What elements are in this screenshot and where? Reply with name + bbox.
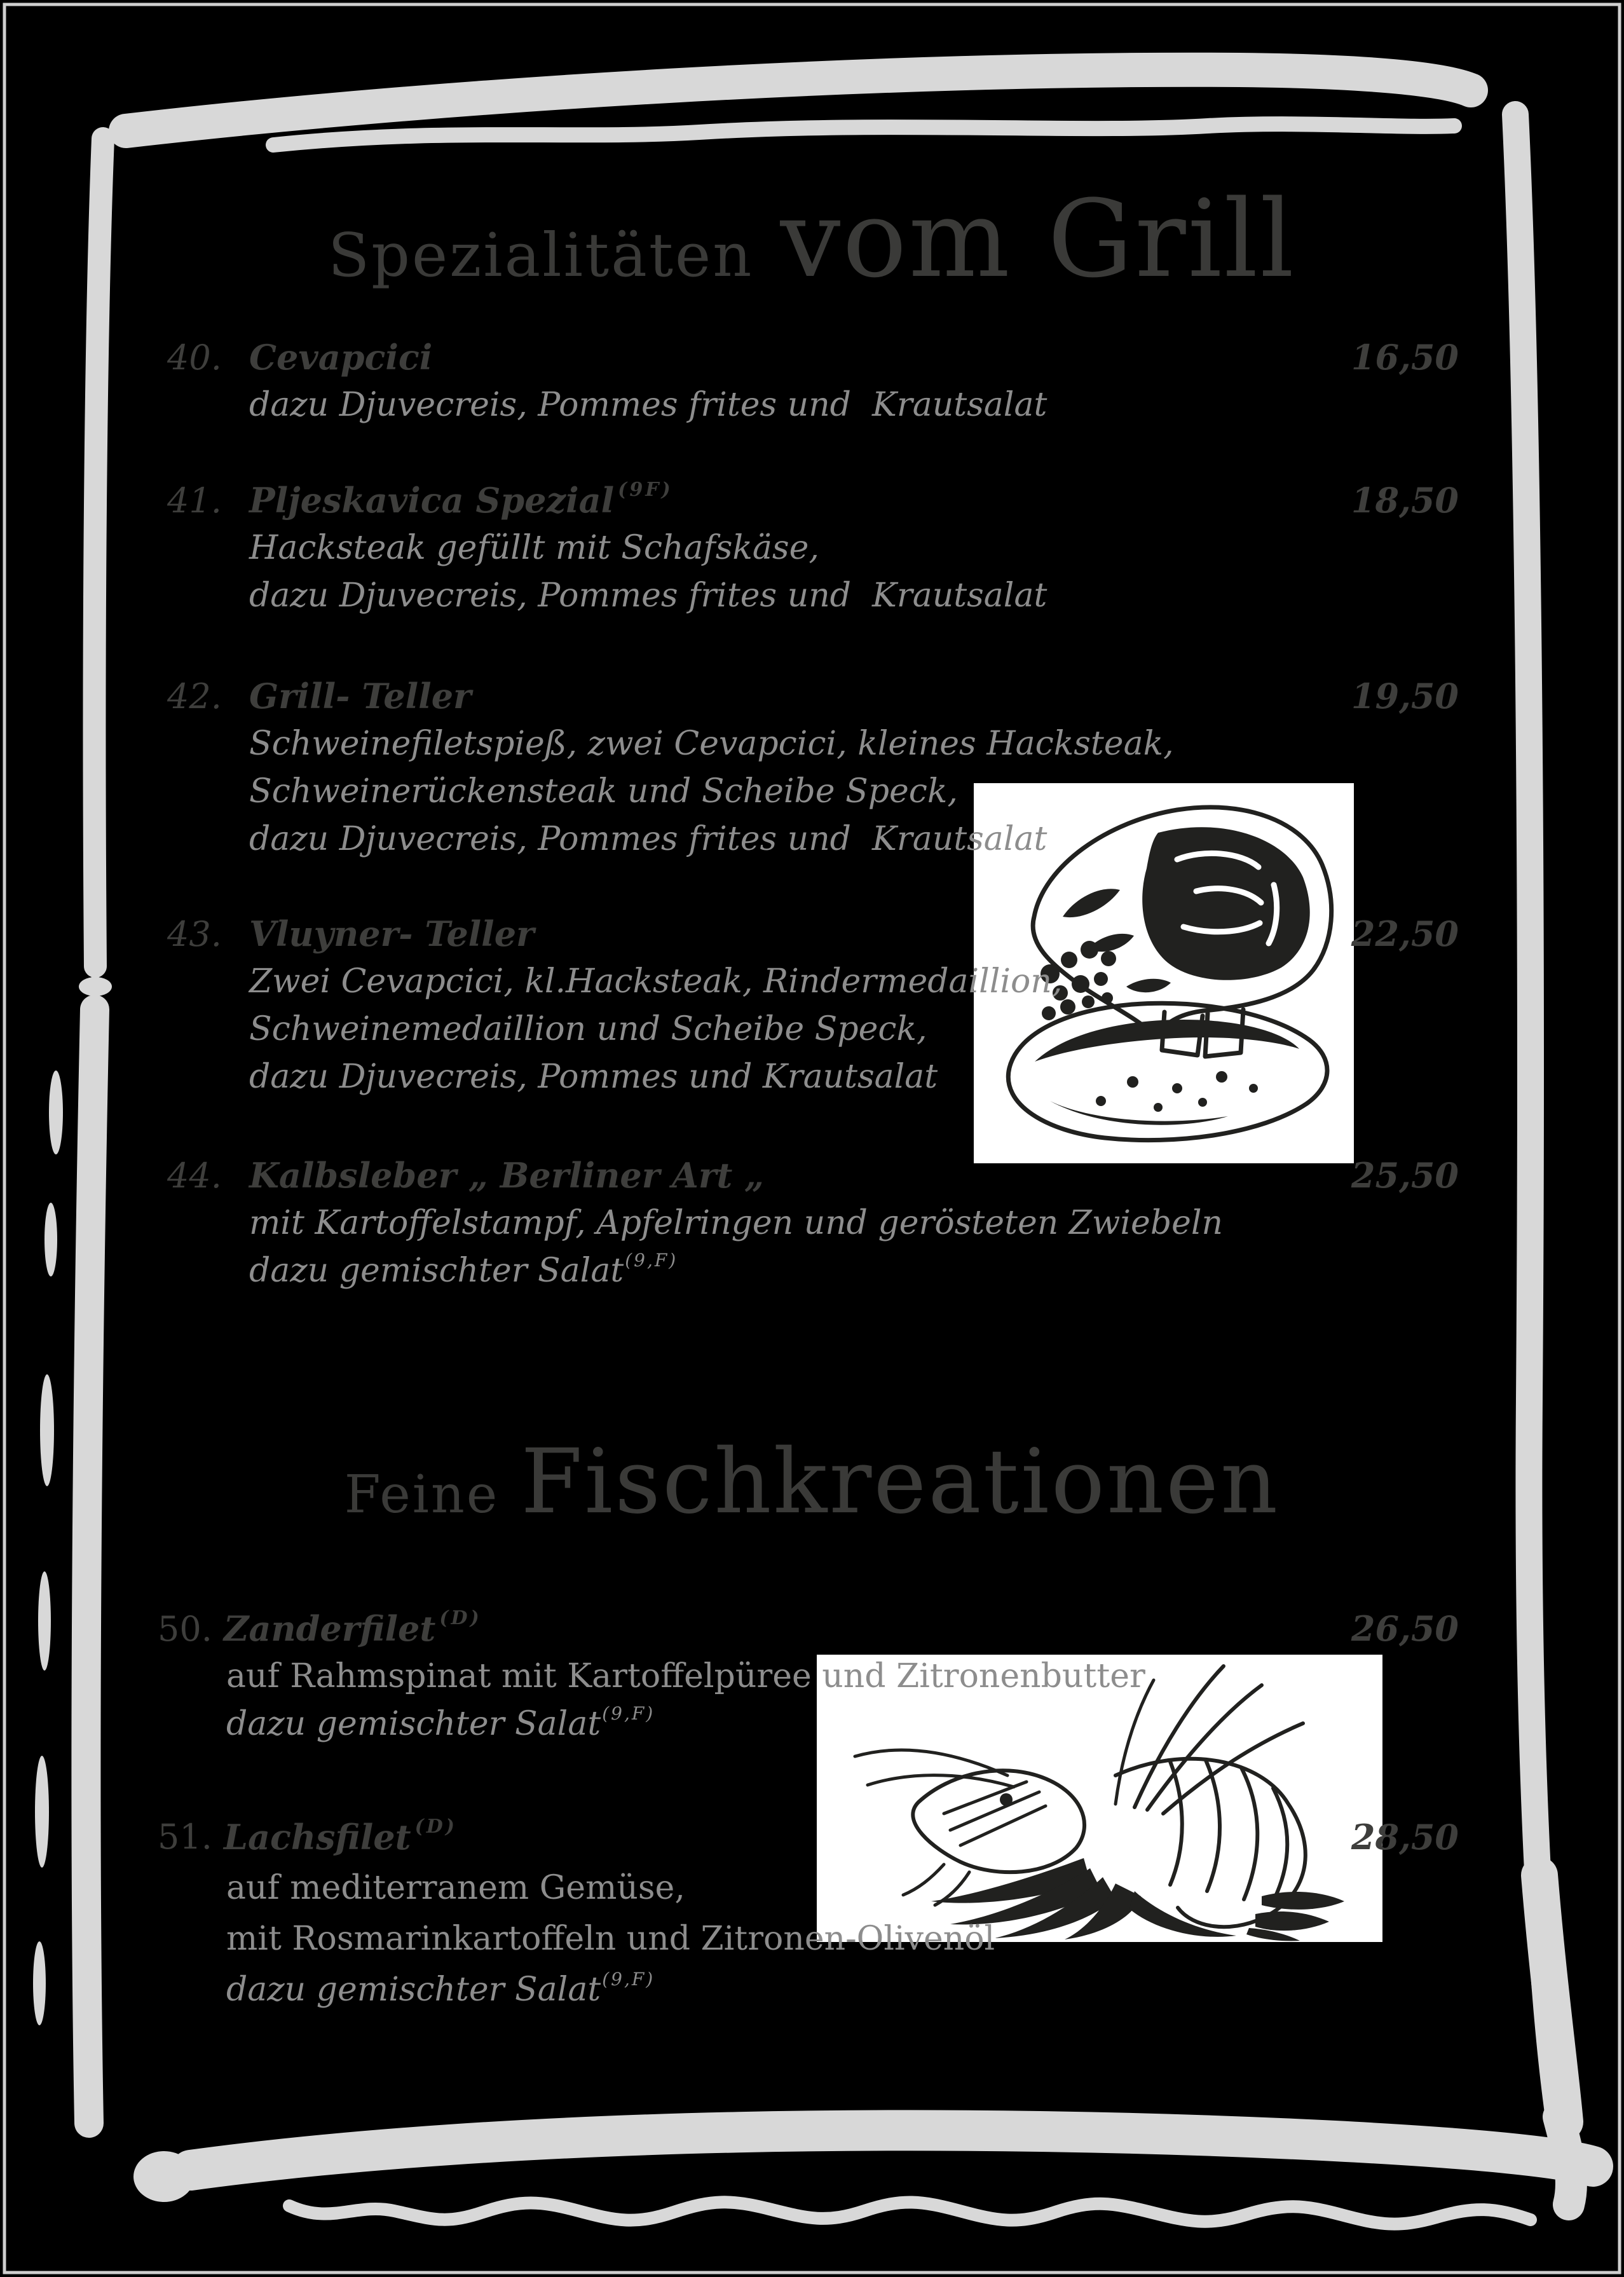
description-allergen-superscript: (9,F) [625,1250,678,1271]
section-title-fish [0,1430,1624,1534]
section-title-grill [0,177,1624,301]
item-description-line: Schweinefiletspieß, zwei Cevapcici, kleines Hacksteak, [249,725,1174,763]
item-name: Cevapcici [249,337,433,378]
item-description-line: dazu Djuvecreis, Pommes frites und Krautsalat [249,577,1047,615]
item-description-line: Hacksteak gefüllt mit Schafskäse, [249,529,819,567]
menu-item-header [0,673,1624,720]
menu-item [0,1152,1624,1299]
description-allergen-superscript: (9,F) [602,1969,655,1990]
item-price: 25,50 [1351,1155,1459,1196]
item-price: 19,50 [1351,676,1459,716]
item-price: 22,50 [1351,913,1459,954]
menu-item-header [0,1812,1624,1863]
item-number: 50. [158,1609,212,1649]
menu-item-header [0,334,1624,381]
item-name: Kalbsleber „ Berliner Art „ [249,1155,765,1196]
item-number: 41. [167,481,222,521]
menu-item [0,1812,1624,2020]
section-title-large: Fischkreationen [521,1430,1280,1534]
item-description-line: Zwei Cevapcici, kl.Hacksteak, Rindermedaillion, [249,962,1063,1001]
item-number: 51. [158,1817,212,1857]
section-title-small: Feine [344,1465,500,1525]
item-allergen-superscript: (9F) [618,479,673,501]
item-number: 44. [167,1156,222,1196]
menu-item-header [0,1605,1624,1653]
item-name: Pljeskavica Spezial $^{(9F)}$ [249,479,673,521]
item-description-line: dazu gemischter Salat$^{(9,F)}$ [226,1703,655,1743]
menu-item [0,1605,1624,1753]
item-description-line: dazu Djuvecreis, Pommes und Krautsalat [249,1058,938,1096]
item-description-line: Schweinemedaillion und Scheibe Speck, [249,1010,927,1048]
item-description-line: mit Kartoffelstampf, Apfelringen und gerösteten Zwiebeln [249,1204,1223,1242]
section-title-small: Spezialitäten [328,221,754,291]
item-price: 18,50 [1351,480,1459,521]
item-price: 28,50 [1351,1817,1459,1857]
item-description-line: Schweinerückensteak und Scheibe Speck, [249,772,958,810]
item-price: 16,50 [1351,337,1459,378]
item-number: 40. [167,338,222,378]
item-name: Lachsfilet $^{(D)}$ [224,1815,457,1857]
item-description-line: dazu Djuvecreis, Pommes frites und Krautsalat [249,820,1047,858]
menu-item-header [0,1152,1624,1200]
item-price: 26,50 [1351,1608,1459,1649]
menu-item [0,477,1624,620]
menu-item [0,334,1624,429]
menu-item-header [0,910,1624,958]
item-description-line: dazu gemischter Salat$^{(9,F)}$ [249,1250,678,1290]
menu-item-header [0,477,1624,524]
menu-item [0,910,1624,1101]
item-description-line: auf mediterranem Gemüse, [226,1869,685,1907]
item-name: Vluyner- Teller [249,913,535,954]
item-name: Grill- Teller [249,676,472,716]
item-number: 43. [167,914,222,954]
item-number: 42. [167,676,222,716]
item-allergen-superscript: (D) [439,1607,482,1629]
menu-item [0,673,1624,863]
item-allergen-superscript: (D) [414,1815,457,1838]
item-description-line: mit Rosmarinkartoffeln und Zitronen-Olivenöl [226,1920,995,1958]
item-description-line: auf Rahmspinat mit Kartoffelpüree und Zitronenbutter [226,1657,1145,1695]
item-description-line: dazu gemischter Salat$^{(9,F)}$ [226,1969,655,2009]
description-allergen-superscript: (9,F) [602,1703,655,1724]
item-description-line: dazu Djuvecreis, Pommes frites und Krautsalat [249,386,1047,424]
item-name: Zanderfilet $^{(D)}$ [224,1607,482,1649]
section-title-large: vom Grill [780,177,1296,301]
